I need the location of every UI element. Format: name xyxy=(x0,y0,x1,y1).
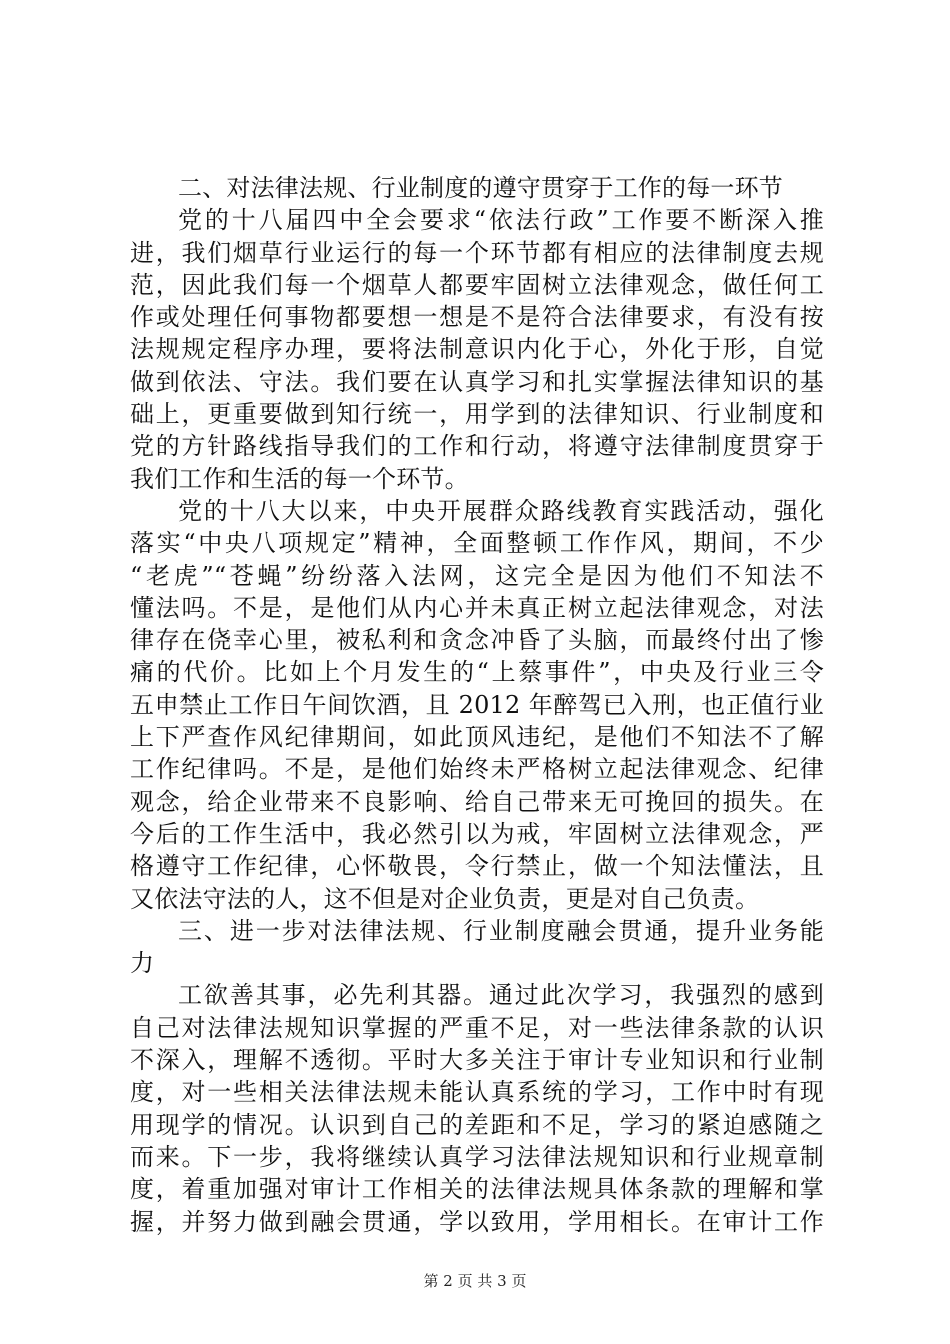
text-line: 党的方针路线指导我们的工作和行动，将遵守法律制度贯穿于 xyxy=(130,432,824,461)
text-line: 党的十八届四中全会要求“依法行政”工作要不断深入推 xyxy=(178,206,824,235)
text-line: 进，我们烟草行业运行的每一个环节都有相应的法律制度去规 xyxy=(130,238,824,267)
text-line: 我们工作和生活的每一个环节。 xyxy=(130,464,469,493)
text-line: 度，对一些相关法律法规未能认真系统的学习，工作中时有现 xyxy=(130,1078,824,1107)
text-line: 法规规定程序办理，要将法制意识内化于心，外化于形，自觉 xyxy=(130,335,824,364)
text-line: 懂法吗。不是，是他们从内心并未真正树立起法律观念，对法 xyxy=(130,593,824,622)
text-line: 度，着重加强对审计工作相关的法律法规具体条款的理解和掌 xyxy=(130,1175,824,1204)
text-line: 三、进一步对法律法规、行业制度融会贯通，提升业务能 xyxy=(178,916,824,945)
text-line: 而来。下一步，我将继续认真学习法律法规知识和行业规章制 xyxy=(130,1142,824,1171)
text-line: 二、对法律法规、行业制度的遵守贯穿于工作的每一环节 xyxy=(178,174,783,202)
text-line: 做到依法、守法。我们要在认真学习和扎实掌握法律知识的基 xyxy=(130,367,824,396)
text-line: 五申禁止工作日午间饮酒，且 2012 年醉驾已入刑，也正值行业 xyxy=(130,690,824,719)
text-line: 作或处理任何事物都要想一想是不是符合法律要求，有没有按 xyxy=(130,303,824,332)
text-line: 自己对法律法规知识掌握的严重不足，对一些法律条款的认识 xyxy=(130,1013,824,1042)
text-line: 握，并努力做到融会贯通，学以致用，学用相长。在审计工作 xyxy=(130,1207,824,1236)
text-line: “老虎”“苍蝇”纷纷落入法网，这完全是因为他们不知法不 xyxy=(130,561,824,590)
text-line: 党的十八大以来，中央开展群众路线教育实践活动，强化 xyxy=(178,496,824,525)
text-line: 律存在侥幸心里，被私利和贪念冲昏了头脑，而最终付出了惨 xyxy=(130,626,824,655)
text-line: 范，因此我们每一个烟草人都要牢固树立法律观念，做任何工 xyxy=(130,270,824,299)
text-line: 力 xyxy=(130,949,155,978)
text-line: 痛的代价。比如上个月发生的“上蔡事件”，中央及行业三令 xyxy=(130,658,824,687)
page-number-footer: 第 2 页 共 3 页 xyxy=(423,1272,527,1290)
text-line: 工欲善其事，必先利其器。通过此次学习，我强烈的感到 xyxy=(178,981,824,1010)
text-line: 今后的工作生活中，我必然引以为戒，牢固树立法律观念，严 xyxy=(130,819,824,848)
text-line: 用现学的情况。认识到自己的差距和不足，学习的紧迫感随之 xyxy=(130,1110,824,1139)
text-line: 观念，给企业带来不良影响、给自己带来无可挽回的损失。在 xyxy=(130,787,824,816)
text-line: 又依法守法的人，这不但是对企业负责，更是对自己负责。 xyxy=(130,884,760,913)
text-line: 不深入，理解不透彻。平时大多关注于审计专业知识和行业制 xyxy=(130,1046,824,1075)
text-line: 础上，更重要做到知行统一，用学到的法律知识、行业制度和 xyxy=(130,400,824,429)
text-line: 落实“中央八项规定”精神，全面整顿工作作风，期间，不少 xyxy=(130,529,824,558)
text-line: 上下严查作风纪律期间，如此顶风违纪，是他们不知法不了解 xyxy=(130,723,824,752)
document-body xyxy=(130,172,824,1238)
text-line: 格遵守工作纪律，心怀敬畏，令行禁止，做一个知法懂法，且 xyxy=(130,852,824,881)
text-line: 工作纪律吗。不是，是他们始终未严格树立起法律观念、纪律 xyxy=(130,755,824,784)
